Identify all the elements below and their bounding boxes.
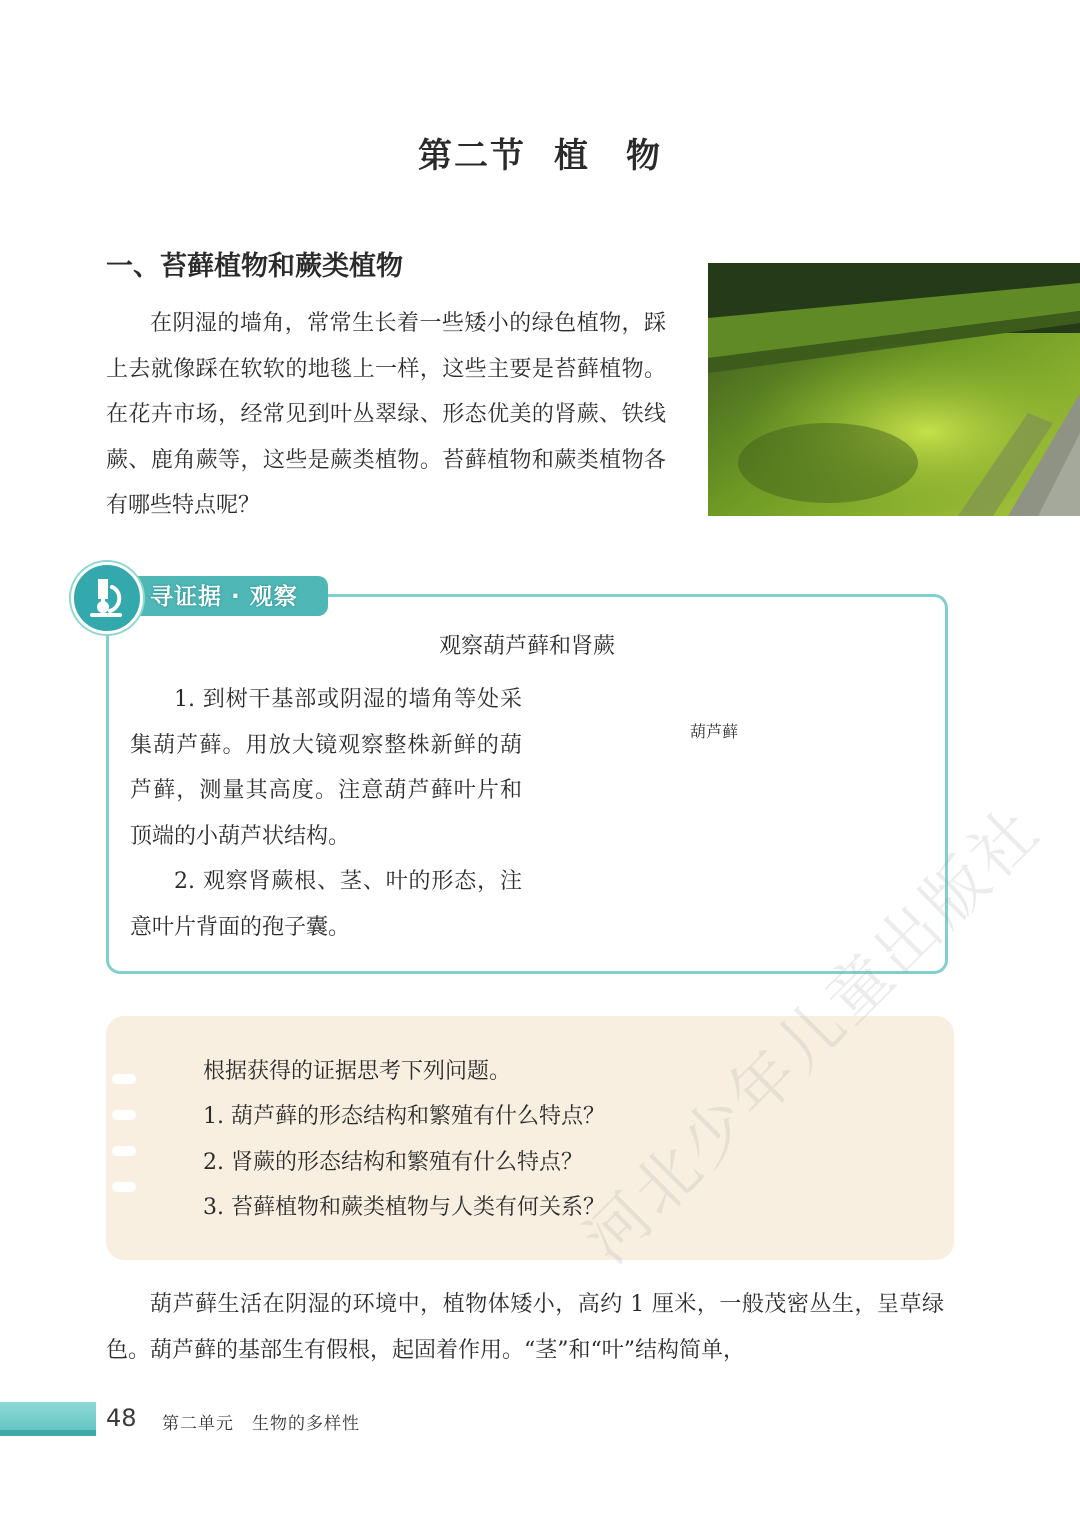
body-paragraph: 葫芦藓生活在阴湿的环境中，植物体矮小，高约 1 厘米，一般茂密丛生，呈草绿色。葫芦藓的基部生有假根，起固着作用。“茎”和“叶”结构简单， xyxy=(106,1292,944,1363)
page-title xyxy=(0,128,1080,177)
activity-badge-label: 寻证据 · 观察 xyxy=(150,584,298,610)
question-item: 1. 葫芦藓的形态结构和繁殖有什么特点？ xyxy=(203,1104,605,1129)
question-item: 3. 苔藓植物和蕨类植物与人类有何关系？ xyxy=(203,1195,605,1220)
notebook-ring xyxy=(112,1074,136,1084)
notebook-ring xyxy=(112,1110,136,1120)
observation-step-2: 2. 观察肾蕨根、茎、叶的形态，注意叶片背面的孢子囊。 xyxy=(130,869,522,940)
title-topic: 植 物 xyxy=(554,136,662,176)
section-heading: 一、苔藓植物和蕨类植物 xyxy=(106,251,403,282)
thinking-heading: 根据获得的证据思考下列问题。 xyxy=(203,1059,512,1084)
publisher-watermark: 河北少年儿童出版社 xyxy=(570,792,1056,1278)
microscope-icon xyxy=(74,565,140,631)
observation-title: 观察葫芦藓和肾蕨 xyxy=(438,634,615,659)
moss-photo xyxy=(708,263,1080,516)
question-item: 2. 肾蕨的形态结构和繁殖有什么特点？ xyxy=(203,1150,583,1175)
microscope-badge xyxy=(71,562,143,634)
observation-step-1: 1. 到树干基部或阴湿的墙角等处采集葫芦藓。用放大镜观察整株新鲜的葫芦藓，测量其高度。注意葫芦藓叶片和顶端的小葫芦状结构。 xyxy=(130,687,522,849)
title-section-number: 第二节 xyxy=(418,136,526,176)
footer-accent-line xyxy=(0,1430,96,1436)
intro-paragraph: 在阴湿的墙角，常常生长着一些矮小的绿色植物，踩上去就像踩在软软的地毯上一样，这些主要是苔藓植物。在花卉市场，经常见到叶丛翠绿、形态优美的肾蕨、铁线蕨、鹿角蕨等，这些是蕨类植物。苔藓植物和蕨类植物各有哪些特点呢？ xyxy=(106,311,666,518)
moss-photo-image xyxy=(708,263,1080,516)
page-number: 48 xyxy=(106,1404,137,1432)
notebook-ring xyxy=(112,1182,136,1192)
footer-unit-title: 第二单元 生物的多样性 xyxy=(162,1414,360,1434)
notebook-ring xyxy=(112,1146,136,1156)
moss-figure-label: 葫芦藓 xyxy=(690,722,739,741)
